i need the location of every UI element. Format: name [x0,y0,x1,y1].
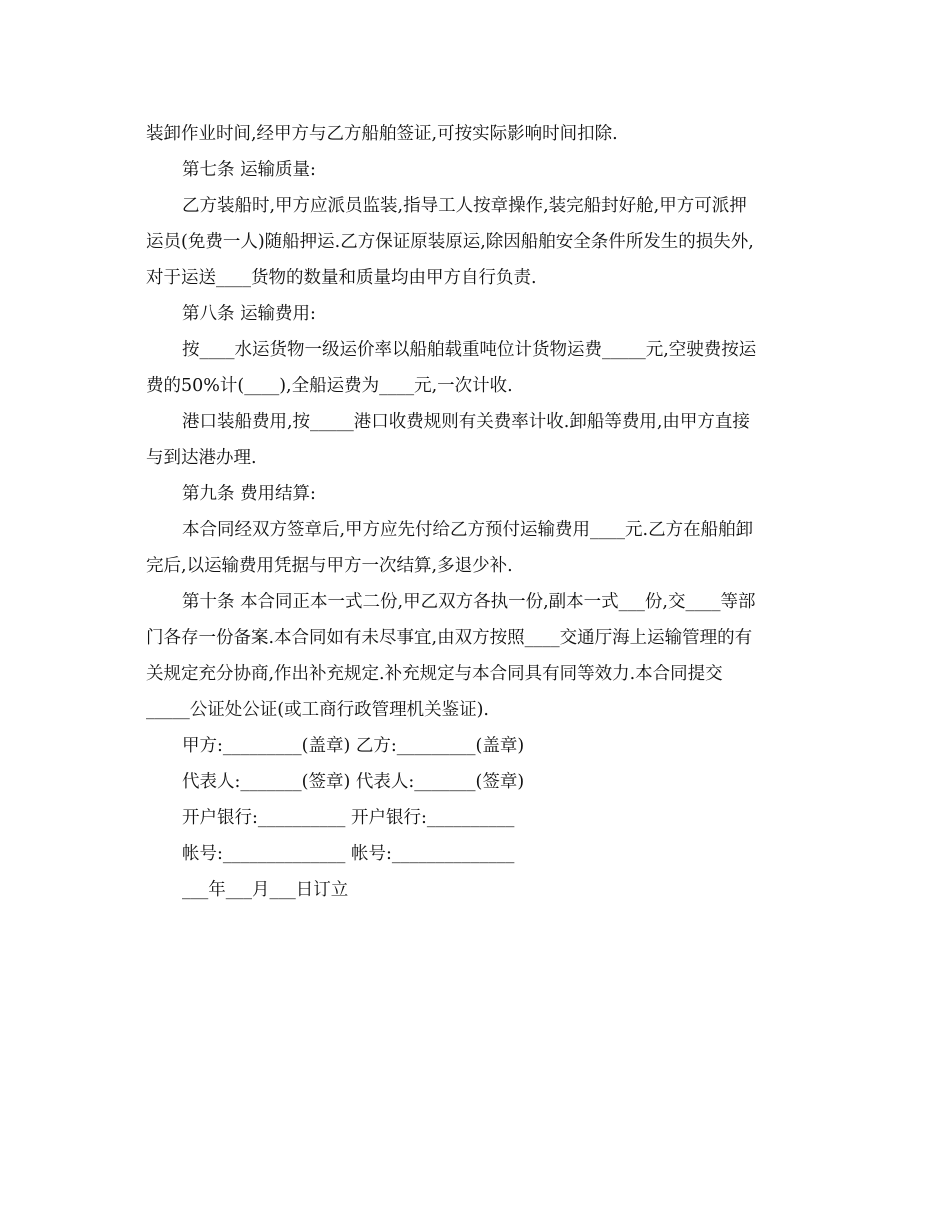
article-7-heading: 第七条 运输质量: [182,160,316,180]
signature-party-line: 甲方:_________(盖章) 乙方:_________(盖章) [182,736,525,756]
text-line: 门各存一份备案.本合同如有未尽事宜,由双方按照____交通厅海上运输管理的有 [146,628,753,648]
text-line: 港口装船费用,按_____港口收费规则有关费率计收.卸船等费用,由甲方直接 [182,412,750,432]
text-line: _____公证处公证(或工商行政管理机关鉴证). [146,700,489,720]
account-line: 帐号:______________ 帐号:______________ [182,844,515,864]
text-line: 与到达港办理. [146,448,257,468]
text-line: 对于运送____货物的数量和质量均由甲方自行负责. [146,268,537,288]
text-line: 本合同经双方签章后,甲方应先付给乙方预付运输费用____元.乙方在船舶卸 [182,520,754,540]
contract-page [146,116,806,908]
article-8-heading: 第八条 运输费用: [182,304,316,324]
text-line: 完后,以运输费用凭据与甲方一次结算,多退少补. [146,556,513,576]
text-line: 运员(免费一人)随船押运.乙方保证原装原运,除因船舶安全条件所发生的损失外, [146,232,754,252]
article-10-text: 第十条 本合同正本一式二份,甲乙双方各执一份,副本一式___份,交____等部 [182,592,756,612]
text-line: 关规定充分协商,作出补充规定.补充规定与本合同具有同等效力.本合同提交 [146,664,723,684]
signature-representative-line: 代表人:_______(签章) 代表人:_______(签章) [182,772,525,792]
text-line: 装卸作业时间,经甲方与乙方船舶签证,可按实际影响时间扣除. [146,124,618,144]
date-line: ___年___月___日订立 [182,880,349,900]
text-line: 按____水运货物一级运价率以船舶载重吨位计货物运费_____元,空驶费按运 [182,340,757,360]
text-line: 乙方装船时,甲方应派员监装,指导工人按章操作,装完船封好舱,甲方可派押 [182,196,747,216]
article-9-heading: 第九条 费用结算: [182,484,316,504]
text-line: 费的50%计(____),全船运费为____元,一次计收. [146,376,513,396]
bank-line: 开户银行:__________ 开户银行:__________ [182,808,515,828]
